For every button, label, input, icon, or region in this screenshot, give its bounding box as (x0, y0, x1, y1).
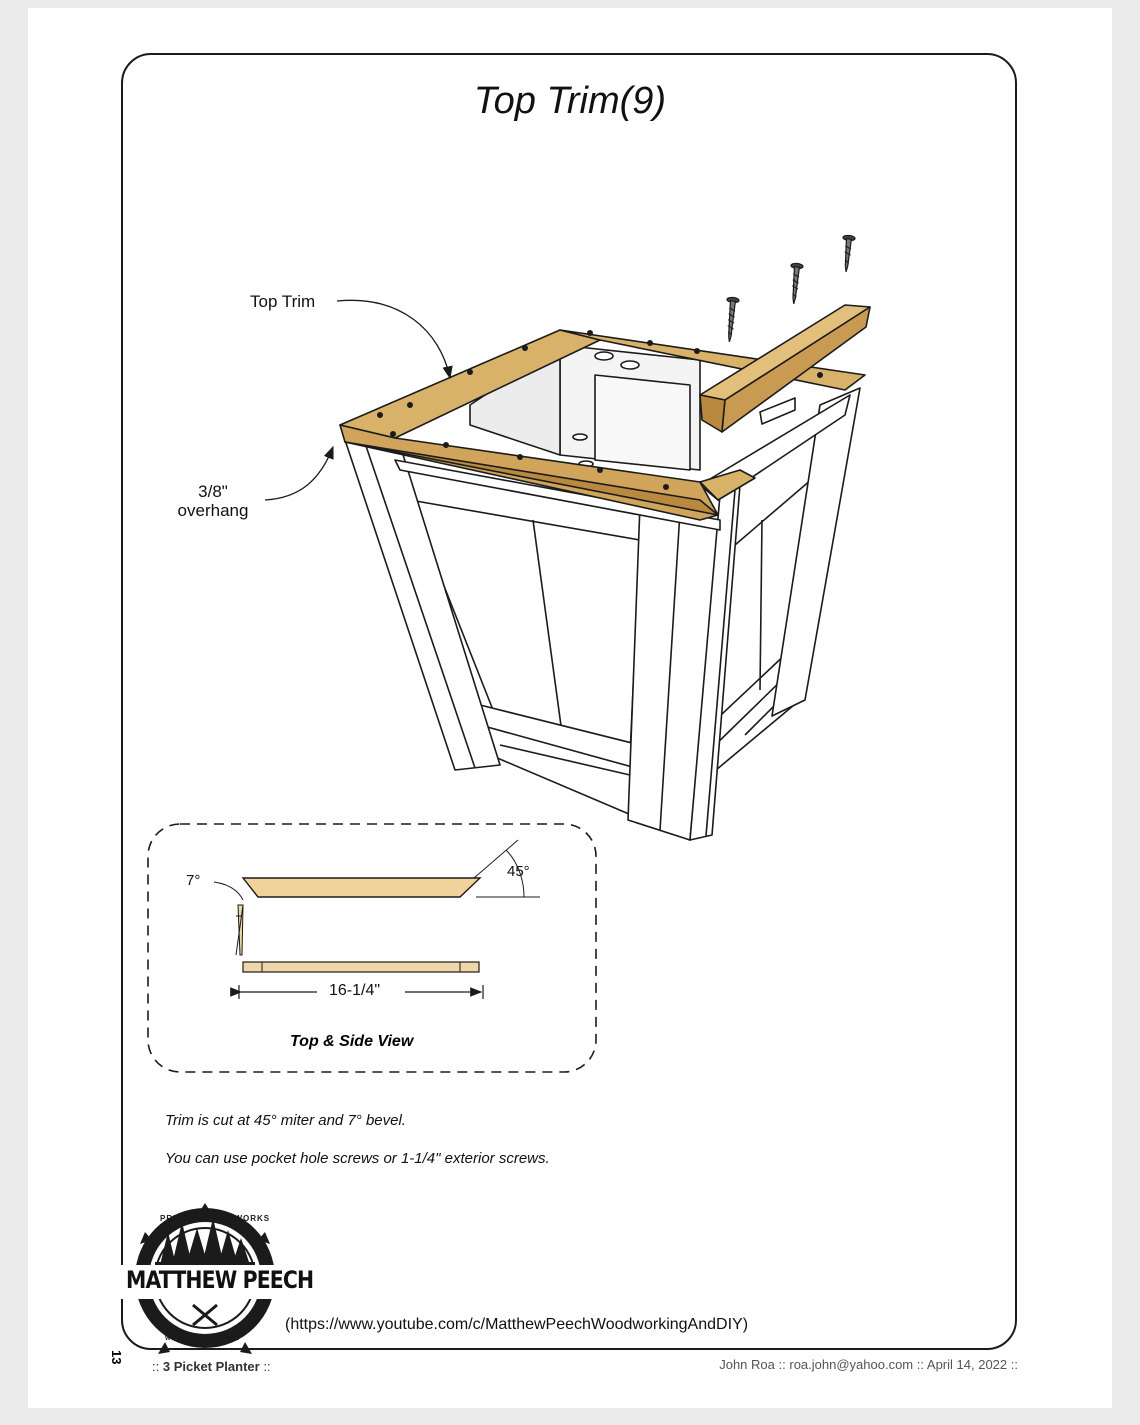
logo-bottom-arc: WOODWORKING AND DIY (165, 1336, 241, 1342)
trim-side-view (243, 962, 479, 972)
footer-sep: :: (778, 1357, 786, 1372)
note-screws: You can use pocket hole screws or 1-1/4" exterior screws. (165, 1150, 550, 1167)
overhang-callout: overhang (177, 501, 249, 520)
document-date: April 14, 2022 (926, 1357, 1008, 1372)
top-trim-callout: Top Trim (250, 292, 316, 311)
footer-project (152, 1359, 271, 1374)
page-title: Top Trim(9) (473, 80, 667, 122)
author-name: John Roa (719, 1357, 775, 1372)
youtube-url[interactable]: (https://www.youtube.com/c/MatthewPeechWoodworkingAndDIY) (285, 1316, 749, 1333)
miter-angle-label: 45° (507, 863, 530, 880)
note-cut: Trim is cut at 45° miter and 7° bevel. (165, 1112, 406, 1129)
length-dimension: 16-1/4" (329, 982, 381, 999)
overhang-leader (265, 447, 333, 500)
footer-sep: :: (152, 1359, 160, 1374)
footer-sep: :: (263, 1359, 271, 1374)
project-name: 3 Picket Planter (162, 1359, 260, 1374)
author-email[interactable]: roa.john@yahoo.com (789, 1357, 914, 1372)
detail-caption: Top & Side View (290, 1033, 414, 1050)
overhang-value: 3/8" (198, 482, 228, 501)
page-number: 13 (109, 1350, 124, 1365)
logo-top-arc: PRIMITIVE MILLWORKS (160, 1214, 271, 1223)
logo-name: MATTHEW PEECH (126, 1266, 314, 1294)
bevel-angle-label: 7° (186, 872, 201, 889)
top-trim-leader (337, 300, 450, 378)
footer-sep: :: (916, 1357, 924, 1372)
trim-top-view (243, 878, 480, 897)
footer-author (719, 1357, 1018, 1372)
footer-sep: :: (1010, 1357, 1018, 1372)
